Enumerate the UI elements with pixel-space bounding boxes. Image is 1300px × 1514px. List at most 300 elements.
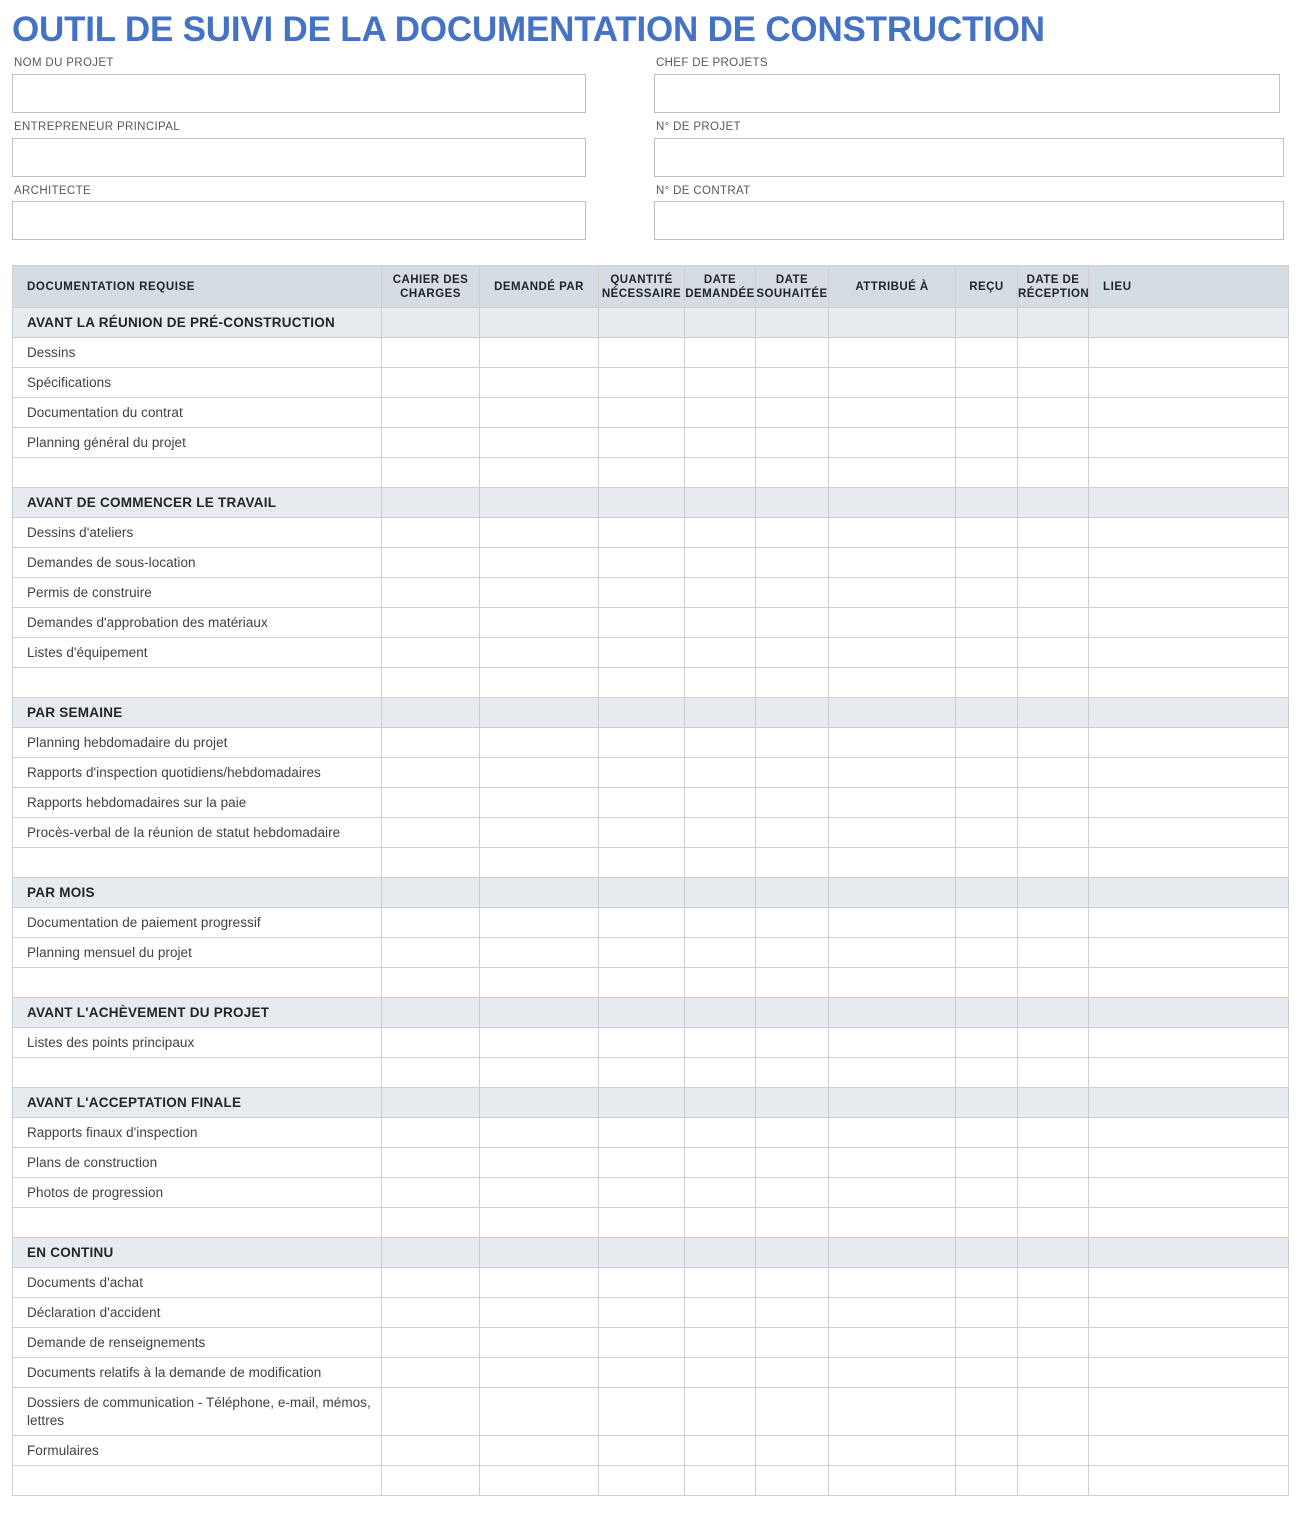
cell-6[interactable] [829,668,956,698]
cell-4[interactable] [685,1466,756,1496]
cell-2[interactable] [480,1388,599,1436]
cell-5[interactable] [756,1148,829,1178]
cell-3[interactable] [599,428,685,458]
cell-4[interactable] [685,1268,756,1298]
cell-4[interactable] [685,368,756,398]
cell-8[interactable] [1018,368,1089,398]
cell-1[interactable] [382,1238,480,1268]
cell-7[interactable] [956,1058,1018,1088]
cell-1[interactable] [382,368,480,398]
cell-2[interactable] [480,458,599,488]
cell-9[interactable] [1089,998,1289,1028]
cell-4[interactable] [685,548,756,578]
cell-1[interactable] [382,1208,480,1238]
cell-7[interactable] [956,1358,1018,1388]
cell-9[interactable] [1089,878,1289,908]
cell-6[interactable] [829,1118,956,1148]
cell-2[interactable] [480,1328,599,1358]
cell-9[interactable] [1089,1436,1289,1466]
cell-9[interactable] [1089,1028,1289,1058]
cell-8[interactable] [1018,308,1089,338]
cell-8[interactable] [1018,818,1089,848]
cell-5[interactable] [756,1088,829,1118]
cell-9[interactable] [1089,1238,1289,1268]
cell-4[interactable] [685,758,756,788]
cell-7[interactable] [956,668,1018,698]
cell-7[interactable] [956,1208,1018,1238]
cell-3[interactable] [599,548,685,578]
cell-2[interactable] [480,1268,599,1298]
cell-7[interactable] [956,338,1018,368]
cell-5[interactable] [756,1298,829,1328]
cell-2[interactable] [480,908,599,938]
cell-9[interactable] [1089,1466,1289,1496]
cell-9[interactable] [1089,1208,1289,1238]
cell-8[interactable] [1018,1388,1089,1436]
cell-3[interactable] [599,698,685,728]
cell-1[interactable] [382,338,480,368]
cell-7[interactable] [956,878,1018,908]
cell-7[interactable] [956,308,1018,338]
cell-5[interactable] [756,638,829,668]
cell-8[interactable] [1018,338,1089,368]
cell-8[interactable] [1018,728,1089,758]
cell-7[interactable] [956,1298,1018,1328]
cell-1[interactable] [382,1436,480,1466]
cell-7[interactable] [956,548,1018,578]
cell-6[interactable] [829,578,956,608]
cell-5[interactable] [756,998,829,1028]
cell-7[interactable] [956,938,1018,968]
cell-7[interactable] [956,818,1018,848]
cell-9[interactable] [1089,728,1289,758]
cell-3[interactable] [599,1088,685,1118]
cell-7[interactable] [956,1088,1018,1118]
cell-4[interactable] [685,1298,756,1328]
cell-8[interactable] [1018,698,1089,728]
cell-7[interactable] [956,908,1018,938]
cell-2[interactable] [480,548,599,578]
cell-6[interactable] [829,608,956,638]
cell-6[interactable] [829,1148,956,1178]
cell-7[interactable] [956,638,1018,668]
cell-3[interactable] [599,608,685,638]
cell-2[interactable] [480,1148,599,1178]
cell-5[interactable] [756,368,829,398]
cell-8[interactable] [1018,608,1089,638]
cell-2[interactable] [480,428,599,458]
cell-5[interactable] [756,518,829,548]
cell-8[interactable] [1018,1466,1089,1496]
cell-1[interactable] [382,878,480,908]
cell-3[interactable] [599,1466,685,1496]
cell-9[interactable] [1089,1118,1289,1148]
cell-2[interactable] [480,1358,599,1388]
cell-7[interactable] [956,698,1018,728]
cell-1[interactable] [382,398,480,428]
cell-6[interactable] [829,908,956,938]
cell-6[interactable] [829,458,956,488]
cell-6[interactable] [829,758,956,788]
cell-6[interactable] [829,728,956,758]
cell-7[interactable] [956,1436,1018,1466]
cell-9[interactable] [1089,1298,1289,1328]
cell-5[interactable] [756,788,829,818]
cell-9[interactable] [1089,548,1289,578]
input-numero-de-projet[interactable] [654,138,1284,177]
cell-1[interactable] [382,1298,480,1328]
cell-7[interactable] [956,728,1018,758]
cell-9[interactable] [1089,848,1289,878]
cell-5[interactable] [756,1028,829,1058]
cell-3[interactable] [599,1148,685,1178]
cell-2[interactable] [480,818,599,848]
cell-6[interactable] [829,788,956,818]
cell-1[interactable] [382,1268,480,1298]
cell-2[interactable] [480,728,599,758]
cell-2[interactable] [480,1208,599,1238]
cell-3[interactable] [599,518,685,548]
cell-3[interactable] [599,398,685,428]
cell-5[interactable] [756,458,829,488]
cell-2[interactable] [480,1238,599,1268]
cell-7[interactable] [956,788,1018,818]
cell-4[interactable] [685,488,756,518]
cell-9[interactable] [1089,938,1289,968]
cell-9[interactable] [1089,608,1289,638]
cell-3[interactable] [599,1058,685,1088]
cell-4[interactable] [685,578,756,608]
cell-4[interactable] [685,398,756,428]
cell-5[interactable] [756,1466,829,1496]
cell-7[interactable] [956,1178,1018,1208]
cell-8[interactable] [1018,758,1089,788]
cell-2[interactable] [480,1436,599,1466]
cell-9[interactable] [1089,968,1289,998]
cell-5[interactable] [756,968,829,998]
cell-8[interactable] [1018,938,1089,968]
cell-3[interactable] [599,968,685,998]
cell-1[interactable] [382,908,480,938]
cell-7[interactable] [956,518,1018,548]
cell-5[interactable] [756,878,829,908]
cell-8[interactable] [1018,668,1089,698]
cell-6[interactable] [829,1238,956,1268]
cell-5[interactable] [756,1328,829,1358]
cell-1[interactable] [382,1466,480,1496]
cell-7[interactable] [956,428,1018,458]
cell-6[interactable] [829,548,956,578]
cell-3[interactable] [599,1358,685,1388]
cell-3[interactable] [599,1388,685,1436]
cell-3[interactable] [599,1028,685,1058]
cell-5[interactable] [756,1058,829,1088]
cell-8[interactable] [1018,548,1089,578]
cell-8[interactable] [1018,1148,1089,1178]
cell-4[interactable] [685,1148,756,1178]
cell-4[interactable] [685,428,756,458]
cell-1[interactable] [382,818,480,848]
cell-9[interactable] [1089,758,1289,788]
cell-3[interactable] [599,728,685,758]
cell-9[interactable] [1089,788,1289,818]
cell-3[interactable] [599,578,685,608]
cell-2[interactable] [480,968,599,998]
cell-8[interactable] [1018,878,1089,908]
cell-3[interactable] [599,638,685,668]
cell-5[interactable] [756,1178,829,1208]
cell-4[interactable] [685,938,756,968]
cell-7[interactable] [956,1238,1018,1268]
cell-8[interactable] [1018,518,1089,548]
cell-2[interactable] [480,338,599,368]
cell-2[interactable] [480,758,599,788]
cell-6[interactable] [829,1328,956,1358]
cell-5[interactable] [756,728,829,758]
cell-5[interactable] [756,1436,829,1466]
cell-8[interactable] [1018,1298,1089,1328]
cell-8[interactable] [1018,998,1089,1028]
cell-3[interactable] [599,1268,685,1298]
cell-6[interactable] [829,1466,956,1496]
cell-9[interactable] [1089,1358,1289,1388]
cell-5[interactable] [756,908,829,938]
cell-9[interactable] [1089,668,1289,698]
cell-3[interactable] [599,908,685,938]
cell-1[interactable] [382,1388,480,1436]
cell-6[interactable] [829,938,956,968]
cell-7[interactable] [956,1028,1018,1058]
cell-1[interactable] [382,1088,480,1118]
cell-4[interactable] [685,608,756,638]
cell-4[interactable] [685,698,756,728]
cell-6[interactable] [829,1088,956,1118]
cell-4[interactable] [685,1028,756,1058]
cell-3[interactable] [599,488,685,518]
cell-6[interactable] [829,968,956,998]
cell-5[interactable] [756,398,829,428]
cell-9[interactable] [1089,308,1289,338]
cell-4[interactable] [685,1208,756,1238]
cell-7[interactable] [956,608,1018,638]
cell-5[interactable] [756,1268,829,1298]
cell-4[interactable] [685,848,756,878]
cell-8[interactable] [1018,1268,1089,1298]
cell-1[interactable] [382,1358,480,1388]
cell-9[interactable] [1089,398,1289,428]
cell-9[interactable] [1089,1328,1289,1358]
cell-9[interactable] [1089,1178,1289,1208]
cell-4[interactable] [685,998,756,1028]
cell-2[interactable] [480,1088,599,1118]
cell-3[interactable] [599,668,685,698]
cell-6[interactable] [829,1028,956,1058]
cell-4[interactable] [685,1118,756,1148]
cell-3[interactable] [599,1118,685,1148]
cell-1[interactable] [382,638,480,668]
cell-9[interactable] [1089,1058,1289,1088]
cell-9[interactable] [1089,458,1289,488]
cell-9[interactable] [1089,1088,1289,1118]
cell-3[interactable] [599,338,685,368]
cell-8[interactable] [1018,1088,1089,1118]
cell-9[interactable] [1089,578,1289,608]
cell-2[interactable] [480,1118,599,1148]
cell-4[interactable] [685,968,756,998]
cell-5[interactable] [756,1238,829,1268]
cell-5[interactable] [756,548,829,578]
cell-2[interactable] [480,1178,599,1208]
cell-6[interactable] [829,818,956,848]
input-numero-de-contrat[interactable] [654,201,1284,240]
cell-3[interactable] [599,938,685,968]
cell-5[interactable] [756,848,829,878]
cell-6[interactable] [829,1058,956,1088]
cell-4[interactable] [685,1388,756,1436]
cell-1[interactable] [382,428,480,458]
cell-1[interactable] [382,848,480,878]
cell-6[interactable] [829,998,956,1028]
cell-4[interactable] [685,518,756,548]
cell-1[interactable] [382,728,480,758]
cell-9[interactable] [1089,368,1289,398]
cell-2[interactable] [480,1298,599,1328]
cell-5[interactable] [756,1388,829,1436]
input-entrepreneur-principal[interactable] [12,138,586,177]
cell-9[interactable] [1089,638,1289,668]
cell-2[interactable] [480,308,599,338]
cell-6[interactable] [829,1298,956,1328]
cell-8[interactable] [1018,1208,1089,1238]
cell-3[interactable] [599,758,685,788]
cell-4[interactable] [685,1178,756,1208]
cell-8[interactable] [1018,1436,1089,1466]
cell-1[interactable] [382,1178,480,1208]
cell-1[interactable] [382,758,480,788]
cell-1[interactable] [382,1118,480,1148]
cell-1[interactable] [382,1148,480,1178]
cell-9[interactable] [1089,1388,1289,1436]
cell-5[interactable] [756,1358,829,1388]
cell-2[interactable] [480,1058,599,1088]
cell-9[interactable] [1089,908,1289,938]
cell-5[interactable] [756,308,829,338]
cell-4[interactable] [685,1088,756,1118]
cell-2[interactable] [480,488,599,518]
cell-8[interactable] [1018,1028,1089,1058]
cell-6[interactable] [829,638,956,668]
cell-3[interactable] [599,878,685,908]
cell-4[interactable] [685,728,756,758]
cell-5[interactable] [756,818,829,848]
cell-5[interactable] [756,608,829,638]
cell-9[interactable] [1089,338,1289,368]
cell-8[interactable] [1018,1328,1089,1358]
cell-4[interactable] [685,1358,756,1388]
cell-7[interactable] [956,1466,1018,1496]
cell-2[interactable] [480,1466,599,1496]
cell-4[interactable] [685,458,756,488]
cell-7[interactable] [956,1388,1018,1436]
cell-8[interactable] [1018,638,1089,668]
cell-4[interactable] [685,1238,756,1268]
cell-7[interactable] [956,1118,1018,1148]
cell-1[interactable] [382,308,480,338]
cell-2[interactable] [480,668,599,698]
cell-1[interactable] [382,578,480,608]
cell-7[interactable] [956,398,1018,428]
cell-1[interactable] [382,998,480,1028]
cell-6[interactable] [829,1178,956,1208]
cell-6[interactable] [829,698,956,728]
cell-8[interactable] [1018,458,1089,488]
cell-7[interactable] [956,998,1018,1028]
cell-3[interactable] [599,368,685,398]
cell-4[interactable] [685,1436,756,1466]
cell-7[interactable] [956,458,1018,488]
cell-3[interactable] [599,1178,685,1208]
cell-1[interactable] [382,548,480,578]
cell-4[interactable] [685,818,756,848]
cell-8[interactable] [1018,1238,1089,1268]
cell-2[interactable] [480,398,599,428]
cell-1[interactable] [382,938,480,968]
cell-8[interactable] [1018,578,1089,608]
cell-1[interactable] [382,1328,480,1358]
cell-2[interactable] [480,638,599,668]
cell-2[interactable] [480,938,599,968]
cell-4[interactable] [685,1328,756,1358]
cell-2[interactable] [480,578,599,608]
input-chef-de-projets[interactable] [654,74,1280,113]
cell-1[interactable] [382,458,480,488]
cell-6[interactable] [829,878,956,908]
cell-5[interactable] [756,668,829,698]
cell-1[interactable] [382,1028,480,1058]
cell-4[interactable] [685,308,756,338]
cell-2[interactable] [480,848,599,878]
cell-7[interactable] [956,578,1018,608]
cell-7[interactable] [956,1328,1018,1358]
cell-8[interactable] [1018,1118,1089,1148]
cell-7[interactable] [956,848,1018,878]
cell-9[interactable] [1089,1148,1289,1178]
cell-1[interactable] [382,518,480,548]
cell-5[interactable] [756,1208,829,1238]
cell-1[interactable] [382,1058,480,1088]
cell-4[interactable] [685,908,756,938]
cell-2[interactable] [480,518,599,548]
cell-3[interactable] [599,848,685,878]
cell-6[interactable] [829,488,956,518]
cell-5[interactable] [756,758,829,788]
cell-6[interactable] [829,1358,956,1388]
cell-6[interactable] [829,338,956,368]
cell-8[interactable] [1018,1358,1089,1388]
cell-1[interactable] [382,608,480,638]
cell-6[interactable] [829,398,956,428]
cell-5[interactable] [756,698,829,728]
cell-6[interactable] [829,308,956,338]
cell-1[interactable] [382,668,480,698]
cell-6[interactable] [829,428,956,458]
cell-1[interactable] [382,968,480,998]
cell-7[interactable] [956,1148,1018,1178]
cell-3[interactable] [599,308,685,338]
cell-2[interactable] [480,698,599,728]
cell-8[interactable] [1018,428,1089,458]
cell-4[interactable] [685,1058,756,1088]
